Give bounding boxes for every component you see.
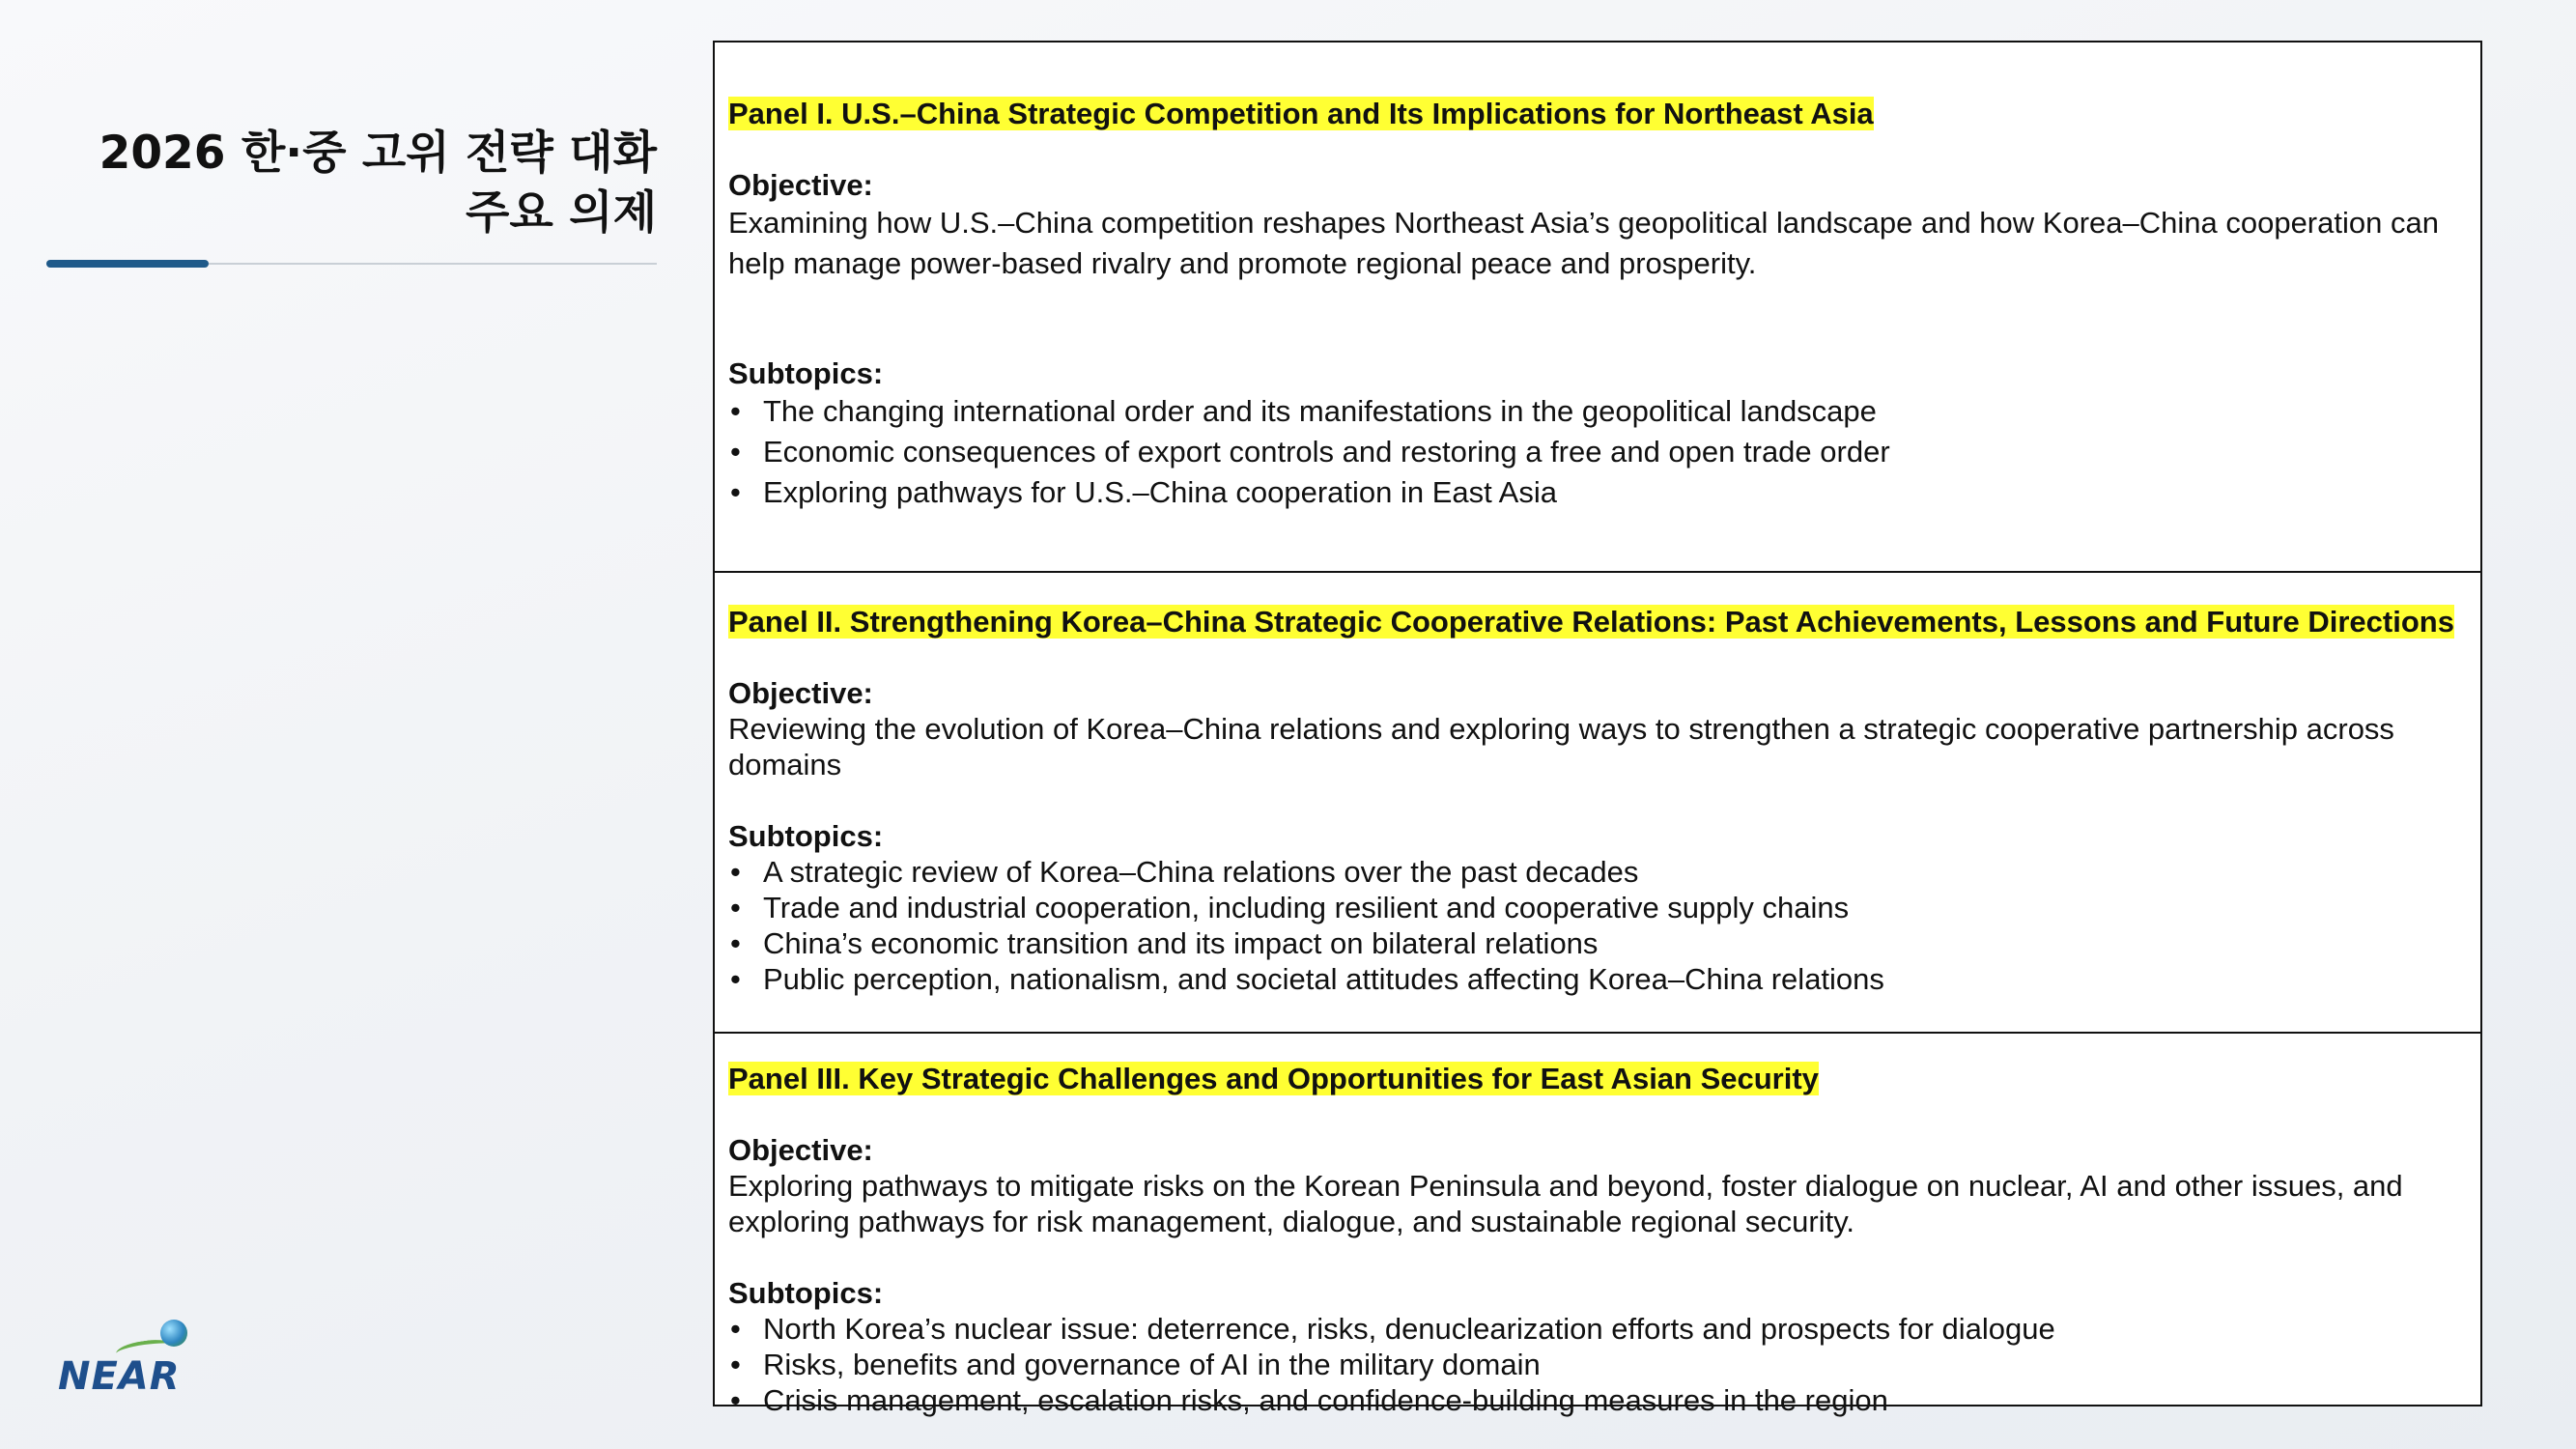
list-item: • North Korea’s nuclear issue: deterrence, risks, denuclearization efforts and prospects for dialogue (728, 1311, 2467, 1347)
agenda-table (713, 41, 2482, 1417)
panel-1-objective-label: Objective: (728, 168, 873, 202)
panel-2-objective-label: Objective: (728, 676, 873, 710)
panel-3-subtopics-label: Subtopics: (728, 1276, 884, 1310)
list-item: • Exploring pathways for U.S.–China cooperation in East Asia (728, 472, 2467, 513)
panel-1-objective: Examining how U.S.–China competition reshapes Northeast Asia’s geopolitical landscape and how Korea–China cooperation can help manage power-based rivalry and promote regional peace and prosperity. (728, 206, 2439, 280)
panel-2 (715, 571, 2480, 1032)
page-title-line-1: 2026 한·중 고위 전략 대화 (99, 127, 657, 180)
panel-3-objective-label: Objective: (728, 1133, 873, 1167)
panel-1-subtopics (728, 391, 2467, 513)
panel-3-objective: Exploring pathways to mitigate risks on the Korean Peninsula and beyond, foster dialogue on nuclear, AI and other issues, and exploring pathways for risk management, dialogue, and sustainable regional security. (728, 1169, 2403, 1238)
panel-2-subtopics (728, 854, 2467, 997)
panel-2-objective: Reviewing the evolution of Korea–China relations and exploring ways to strengthen a strategic cooperative partnership across domains (728, 712, 2394, 781)
panel-1 (715, 43, 2480, 571)
title-divider-accent (46, 260, 209, 268)
list-item: • Public perception, nationalism, and societal attitudes affecting Korea–China relations (728, 961, 2467, 997)
list-item: • Crisis management, escalation risks, and confidence-building measures in the region (728, 1382, 2467, 1418)
page-title (48, 124, 657, 243)
panel-2-subtopics-label: Subtopics: (728, 819, 884, 853)
logo-text: NEAR (58, 1354, 181, 1399)
globe-icon (160, 1320, 187, 1347)
panel-1-title: Panel I. U.S.–China Strategic Competition and Its Implications for Northeast Asia (728, 97, 1874, 130)
list-item: • A strategic review of Korea–China relations over the past decades (728, 854, 2467, 890)
panel-2-title: Panel II. Strengthening Korea–China Strategic Cooperative Relations: Past Achievements, Lessons and Future Directions (728, 605, 2454, 639)
list-item: • China’s economic transition and its impact on bilateral relations (728, 925, 2467, 961)
page-title-line-2: 주요 의제 (466, 186, 657, 240)
panel-1-subtopics-label: Subtopics: (728, 356, 884, 390)
panel-3 (715, 1032, 2480, 1418)
panel-3-title: Panel III. Key Strategic Challenges and Opportunities for East Asian Security (728, 1062, 1819, 1095)
panel-3-subtopics (728, 1311, 2467, 1418)
near-logo (54, 1312, 199, 1408)
list-item: • Economic consequences of export controls and restoring a free and open trade order (728, 432, 2467, 472)
list-item: • The changing international order and its manifestations in the geopolitical landscape (728, 391, 2467, 432)
list-item: • Trade and industrial cooperation, including resilient and cooperative supply chains (728, 890, 2467, 925)
list-item: • Risks, benefits and governance of AI in the military domain (728, 1347, 2467, 1382)
